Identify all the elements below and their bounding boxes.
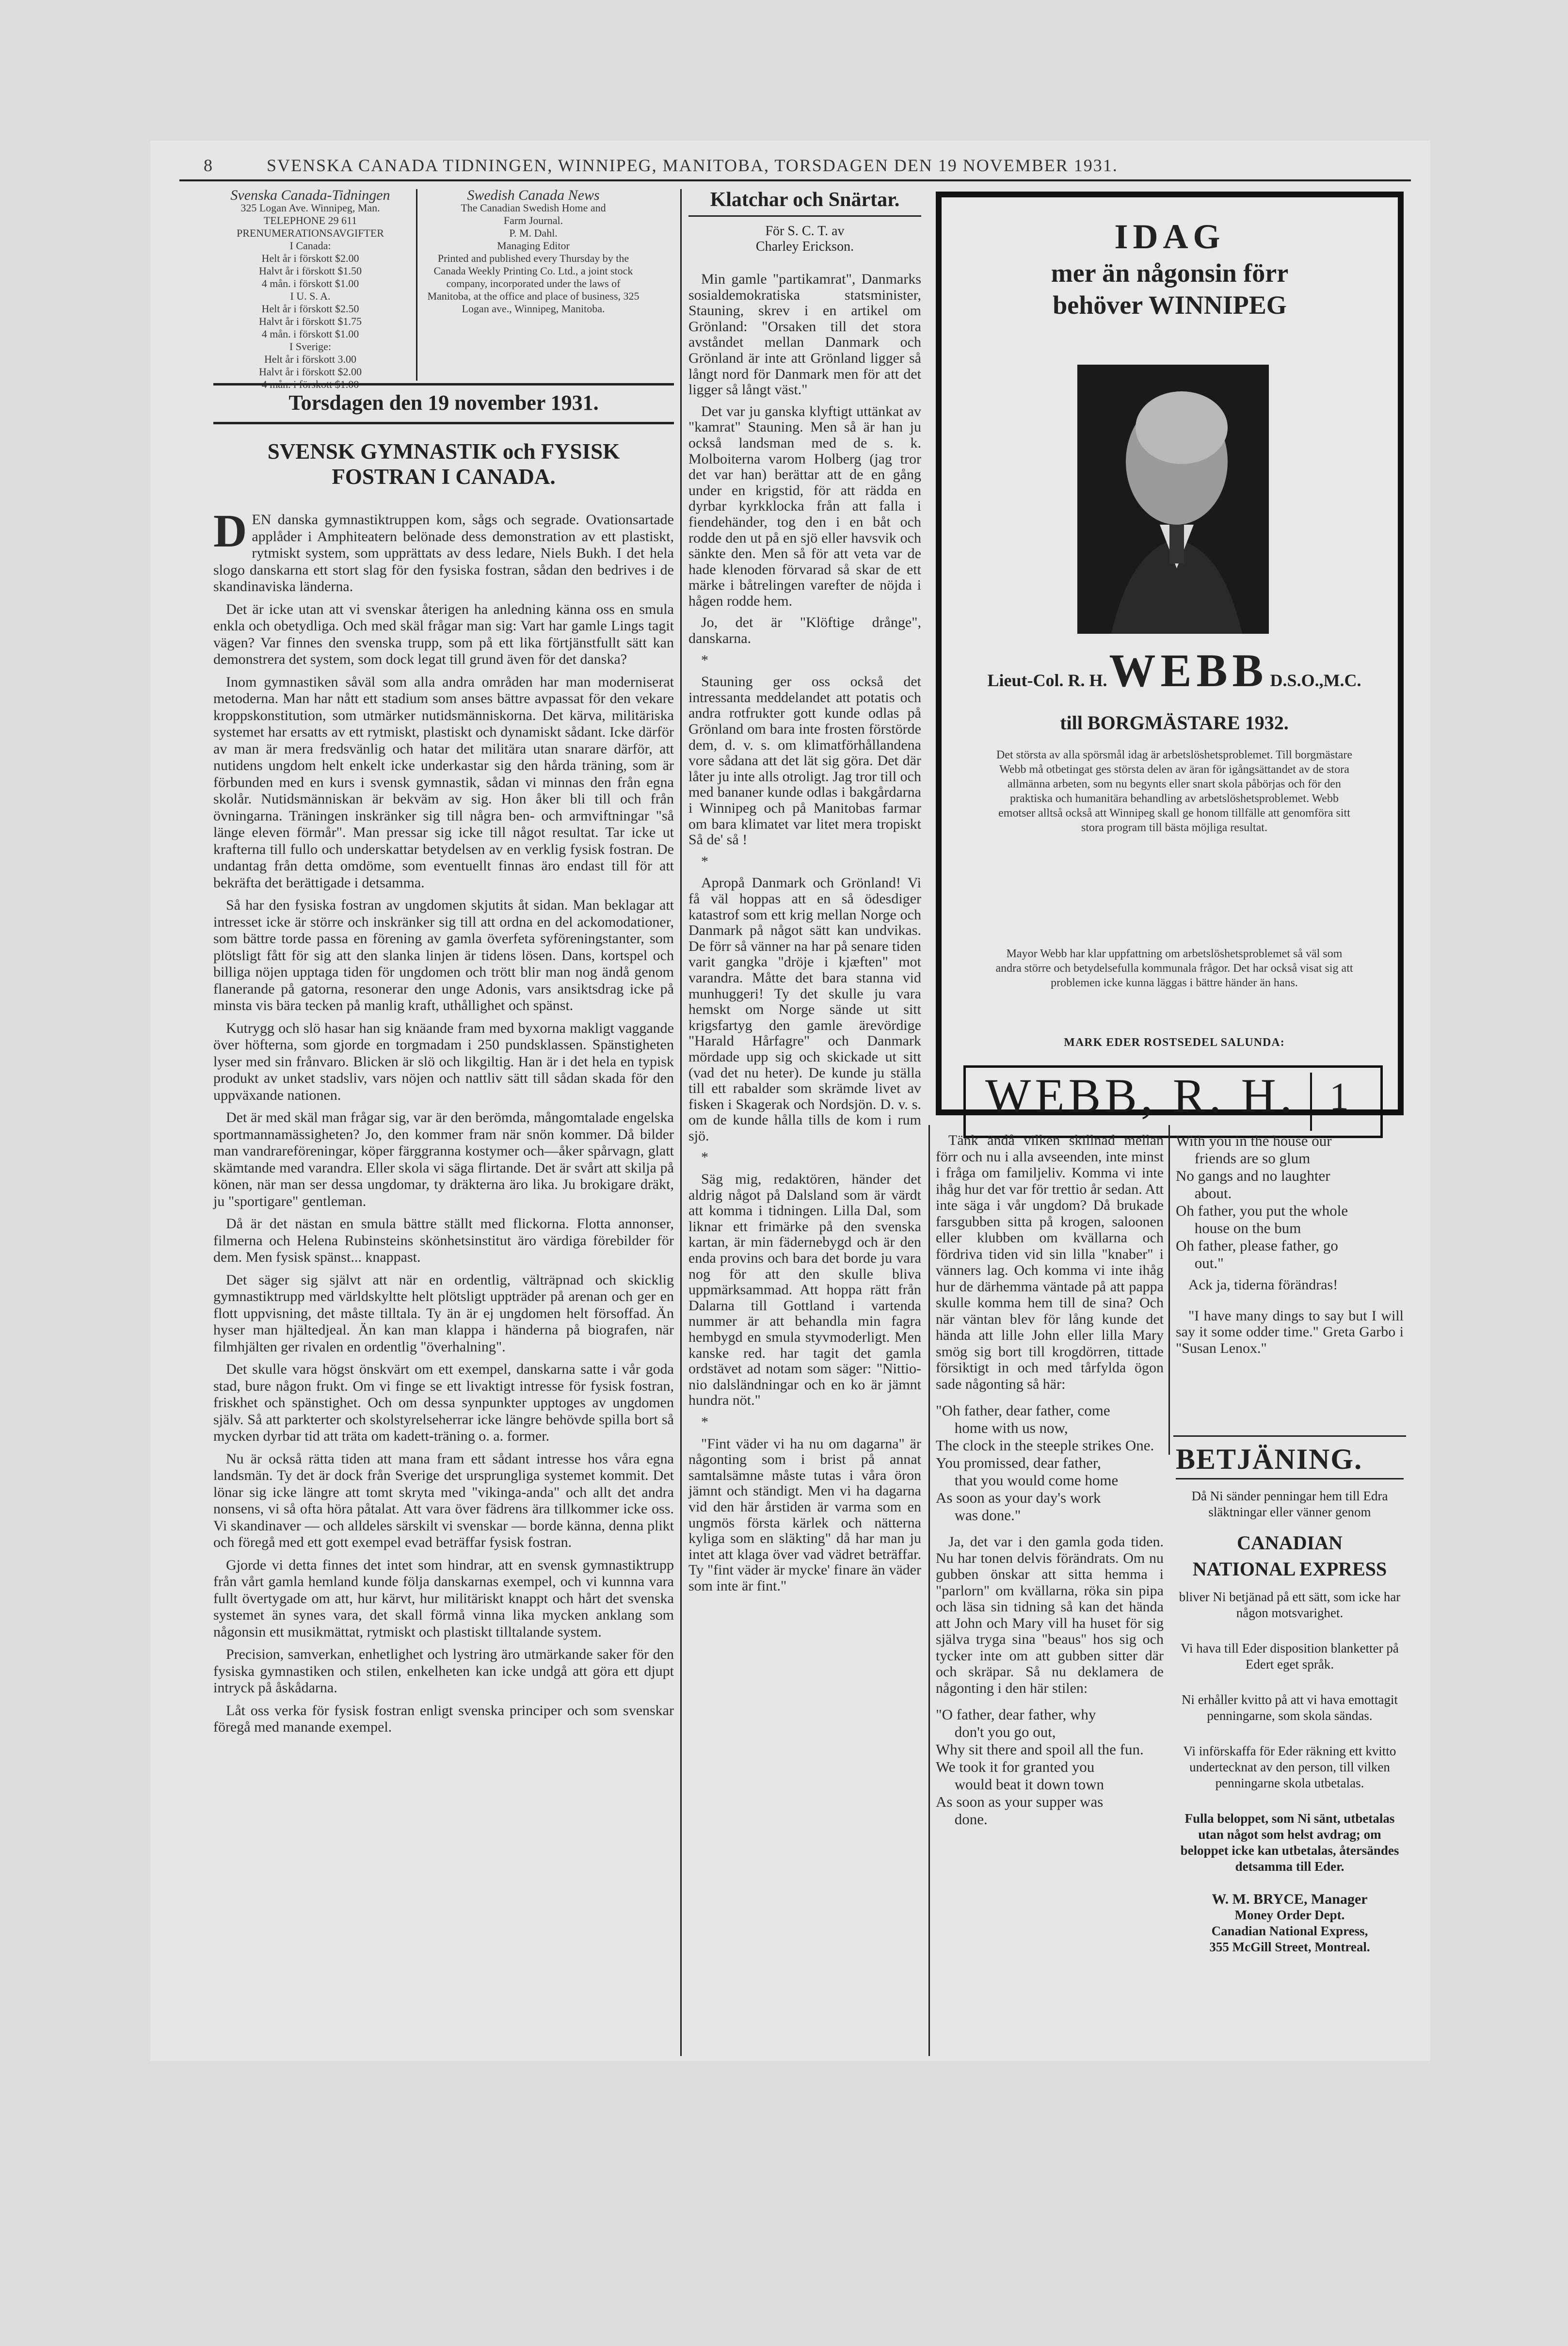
klatchar-paragraph: * <box>701 652 708 668</box>
company-line-1: CANADIAN <box>1237 1532 1343 1554</box>
closing-paragraph-2: Ja, det var i den gamla goda tiden. Nu har tonen delvis förändrats. Om nu gubben önskar att sitta hemma i "parlorn" om kvällarna, röka sin pipa och läsa sin tidning så kan det hända att John och Mary vill ha huset för sig själva tryga sina "beaus" hos sig och tycker inte om att gubben sitter där och skräpar. Så nu deklamera de någonting i den här stilen: <box>936 1534 1164 1696</box>
portrait-image <box>1077 365 1269 634</box>
masthead-left-line: Halvt år i förskott $2.00 <box>258 366 362 378</box>
poem-line: We took it for granted you <box>936 1758 1095 1775</box>
ad-line-1: IDAG <box>1114 217 1225 256</box>
candidate-name <box>961 643 1388 697</box>
masthead-right-line: Managing Editor <box>497 240 570 252</box>
masthead-left-title: Svenska Canada-Tidningen <box>230 187 390 203</box>
betjaning-rule-top <box>1173 1435 1406 1437</box>
klatchar-headline: Klatchar och Snärtar. <box>710 189 900 211</box>
poem-line: Oh father, please father, go <box>1176 1237 1338 1254</box>
masthead-right-line: The Canadian Swedish Home and <box>461 202 606 214</box>
betjaning-headline: BETJÄNING. <box>1176 1443 1363 1475</box>
article-paragraph: Det skulle vara högst önskvärt om ett exempel, danskarna satte i vår goda stad, bure någon frukt. Om vi finge se ett livaktigt intresse för fysisk fostran, friskhet och spänstighet. Och om dessa synpunkter upptoges av ungdomen själv. Så att parkterter och skolstyrelseherrar icke längre behövde spilla bort så mycken dyrbar tid att träta om kadett-träning o. a. former. <box>213 1361 674 1444</box>
masthead-right-line: P. M. Dahl. <box>509 227 558 239</box>
poem-line: As soon as your supper was <box>936 1793 1104 1810</box>
closing-text <box>936 1132 1164 1828</box>
masthead-left-line: Helt år i förskott $2.50 <box>261 303 359 315</box>
poem-line: done. <box>936 1811 988 1828</box>
masthead-left-line: 325 Logan Ave. Winnipeg, Man. <box>240 202 380 214</box>
poem-line: "Oh father, dear father, come <box>936 1402 1110 1419</box>
drop-cap: D <box>213 505 247 557</box>
column-divider-3 <box>1168 1125 1170 1455</box>
candidate-surname: WEBB <box>1109 644 1268 696</box>
article-paragraph: Nu är också rätta tiden att mana fram ett sådant intresse hos våra egna landsmän. Ty det är dock från Sverige det ursprungliga systemet kommit. Det lönar sig icke längre att tomt skryta med "vikinga-anda" och allt det andra nonsens, vi så ofta höra påtalat. Att vara över fädrens ära tillkommer icke oss. Vi skandinaver — och alldeles särskilt vi svenskar — borde känna, denna plikt och föregå med ett gott exempel evad beträffar fysisk fostran. <box>213 1450 674 1550</box>
date-line: Torsdagen den 19 november 1931. <box>288 391 599 415</box>
ad-paragraph-1: Det största av alla spörsmål idag är arbetslöshetsproblemet. Till borgmästare Webb må otbetingat ges största delen av äran för igångsättandet av de stora allmänna arbeten, som nu begynts eller snart skola påbörjas och för den praktiska och humanitära behandling av arbetslöshetsproblemet. Webb emotser alltså också att Winnipeg skall ge honom tillfälle att genomföra sitt stora program till bästa möjliga resultat. <box>996 749 1353 834</box>
betjaning-p3: Ni erhåller kvitto på att vi hava emottagit penningarne, som skola sändas. <box>1181 1692 1398 1723</box>
poem-line: was done." <box>936 1507 1021 1524</box>
betjaning-p4: Vi införskaffa för Eder räkning ett kvitto undertecknat av den person, till vilken penningarne skola utbetalas. <box>1183 1744 1396 1790</box>
company-line-2: NATIONAL EXPRESS <box>1192 1558 1387 1580</box>
masthead-right-line: Printed and published every Thursday by the Canada Weekly Printing Co. Ltd., a joint stock company, incorporated under the laws of Manitoba, at the office and place of business, 325 Logan ave., Winnipeg, Manitoba. <box>427 252 640 315</box>
klatchar-paragraph: Stauning ger oss också det intressanta meddelandet att potatis och andra rotfrukter gott kunde odlas på Grönland om bara inte frosten förstörde dem, d. v. s. om klimatförhållandena vore sådana att det lät sig göra. Det där låter ju inte alls otroligt. Jag tror till och med bananer kunde odlas i bakgårdarna i Winnipeg och på Manitobas farmar om bara klimatet var litet mera tropiskt Så de' så ! <box>688 674 921 848</box>
klatchar-paragraph: "Fint väder vi ha nu om dagarna" är någonting som i brist på annat samtalsämne måste tutas i våra öron jämnt och ständigt. Men vi ha dagarna vid den här årstiden är varma som en ungmös första kärlek och nätterna kyliga som en släkting" då har man ju intet att klaga över vad vädret beträffar. Ty "fint väder är mycke' finare än väder som inte är fint." <box>688 1435 921 1594</box>
klatchar-paragraph: * <box>701 1414 708 1430</box>
masthead-divider <box>416 189 417 381</box>
ballot-mark: 1 <box>1329 1076 1349 1118</box>
betjaning-p2: Vi hava till Eder disposition blanketter på Edert eget språk. <box>1181 1641 1399 1671</box>
ad-paragraph-2: Mayor Webb har klar uppfattning om arbetslöshetsproblemet så väl som andra större och betydelsefulla kommunala frågor. Det har också visat sig att problemen icke kunna läggas i bättre händer än hans. <box>995 948 1353 989</box>
poem-line: You promissed, dear father, <box>936 1454 1101 1471</box>
page-number: 8 <box>204 156 213 175</box>
masthead-left-line: Helt år i förskott 3.00 <box>264 353 357 365</box>
header-title: SVENSKA CANADA TIDNINGEN, WINNIPEG, MANITOBA, TORSDAGEN DEN 19 NOVEMBER 1931. <box>267 156 1118 175</box>
closing-paragraph-1: Tänk ändå vilken skillnad mellan förr och nu i alla avseenden, inte minst i fråga om familjeliv. Komma vi inte ihåg hur det var för trettio år sedan. Att inte säga i vår ungdom? Då brukade farsgubben sitta på krogen, saloonen eller klubben om kvällarna och fördriva tiden vid sin lilla "knaber" i vänners lag. Och komma vi inte ihåg hur de därhemma väntade på att pappa skulle komma hem till de sina? Och när väntan blev för lång kunde det hända att lille John eller lilla Mary smög sig bort till krogdörren, tittade försiktigt in och med tårfylda ögon sade någonting så här: <box>936 1132 1164 1392</box>
masthead-right-title: Swedish Canada News <box>467 187 600 203</box>
klatchar-byline-1: För S. C. T. av <box>765 224 845 239</box>
masthead-left-line: 4 mån. i förskott $1.00 <box>261 277 359 289</box>
klatchar-byline-2: Charley Erickson. <box>755 239 854 254</box>
ballot-name: WEBB, R. H. <box>985 1069 1296 1123</box>
article-paragraph: Gjorde vi detta finnes det intet som hindrar, att en svensk gymnastiktrupp från vårt gamla hemland kunde följa danskarnas exempel, och vi kunnna vara fullt övertygade om att, hur kärvt, hur militäriskt knappt och hårt det svenska systemet än synes vara, det skall förmå vinna lika mycken anklang som någonsin ett musikmättat, rytmiskt och plastiskt tilltalande system. <box>213 1557 674 1640</box>
poem-line: Oh father, you put the whole <box>1176 1202 1348 1219</box>
poem-line: home with us now, <box>936 1419 1068 1436</box>
candidate-prefix: Lieut-Col. R. H. <box>987 671 1107 690</box>
date-rule-top <box>213 383 674 386</box>
poem-line: As soon as your day's work <box>936 1489 1101 1506</box>
betjaning-intro: Då Ni sänder penningar hem till Edra släktningar eller vänner genom <box>1191 1489 1388 1519</box>
article-headline: SVENSK GYMNASTIK och FYSISK FOSTRAN I CANADA. <box>267 439 620 489</box>
signature-address: 355 McGill Street, Montreal. <box>1209 1940 1370 1954</box>
article-paragraph: Så har den fysiska fostran av ungdomen skjutits åt sidan. Man beklagar att intresset icke är större och inskränker sig till att ordna en del ackomodationer, som bättre torde passa en förening av gamla överfeta syföreningstanter, som plötsligt fått för sig att den slanka linjen är tidens lösen. Dans, kortspel och billiga nöjen upptaga tiden för ungdomen och trött blir man nog ändå genom flanerande på gatorna, resonerar den unge Adonis, vars ansiktsdrag icke på minsta vis bära tecken på manlig kraft, uthållighet och spänst. <box>213 897 674 1013</box>
header-rule <box>179 179 1411 181</box>
poem-line: Why sit there and spoil all the fun. <box>936 1741 1144 1758</box>
article-body <box>213 505 674 1736</box>
page-header <box>204 155 1377 175</box>
after-poem: Ack ja, tiderna förändras! <box>1188 1277 1338 1293</box>
poem-line: No gangs and no laughter <box>1176 1167 1330 1184</box>
klatchar-body <box>688 272 921 1594</box>
poem-line: would beat it down town <box>936 1776 1104 1793</box>
masthead-left-line: PRENUMERATIONSAVGIFTER <box>237 227 384 239</box>
poem-line: With you in the house our <box>1176 1132 1332 1149</box>
candidate-office: till BORGMÄSTARE 1932. <box>1060 712 1289 734</box>
article-paragraph: Kutrygg och slö hasar han sig knäande fram med byxorna makligt vaggande över höfterna, som gjorde en torgmadam i 250 pundsklassen. Spänstigheten lyser med sin frånvaro. Blicken är slö och likgiltig. Han är i det hela en typisk produkt av unket stadsliv, vars nöjen och nattliv sätt till sådan skada för den uppväxande nationen. <box>213 1020 674 1103</box>
klatchar-paragraph: Det var ju ganska klyftigt uttänkat av "kamrat" Stauning. Men så är han ju också landsman med de s. k. Molboiterna varom Holberg (jag tror det var han) berättar att de en gång under en krigstid, för att rädda en dyrbar kyrkklocka från att falla i fiendehänder, tog den i en båt och rodde den ut på en sjö eller havsvik och sänkte den. Men så för att veta var de hade klenoden förvarad så skar de ett märke i båtrelingen varefter de nöjda i hågen rodde hem. <box>688 403 921 609</box>
ad-line-3: behöver WINNIPEG <box>1053 290 1287 320</box>
poem-line: that you would come home <box>936 1472 1119 1489</box>
masthead-right-line: Farm Journal. <box>503 214 563 226</box>
signature-company: Canadian National Express, <box>1211 1924 1368 1938</box>
poem-line: don't you go out, <box>936 1723 1056 1740</box>
klatchar-paragraphs <box>688 272 921 1594</box>
signature-dept: Money Order Dept. <box>1234 1908 1345 1922</box>
newspaper-page <box>150 141 1430 2061</box>
klatchar-paragraph: Säg mig, redaktören, händer det aldrig något på Dalsland som är värdt att komma i tidningen. Lilla Dal, som liknar ett frimärke på den svenska kartan, är min fädernebygd och är den enda provins och bara det borde ju vara nog för att den skulle bliva uppmärksammad. Att hoppa rätt från Dalarna till Gottland i vartenda nummer är att behandla min fagra hembygd en smula styvmoderligt. Men kanske red. har tagit det gamla ordstävet ad notam som säger: "Nittio-nio dalsländningar och en ko är jämnt hundra nöt." <box>688 1171 921 1409</box>
betjaning-p1: bliver Ni betjänad på ett sätt, som icke har någon motsvarighet. <box>1179 1590 1401 1620</box>
column-divider-1 <box>680 189 682 2056</box>
garbo-quote: "I have many dings to say but I will say it some odder time." Greta Garbo i "Susan Lenox." <box>1176 1307 1404 1356</box>
article-paragraph: Låt oss verka för fysisk fostran enligt svenska principer och som svenskar föregå med manande exempel. <box>213 1702 674 1735</box>
klatchar-rule <box>688 215 921 217</box>
masthead-left-line: 4 mån. i förskott $1.00 <box>261 328 359 340</box>
betjaning-p5: Fulla beloppet, som Ni sänt, utbetalas utan något som helst avdrag; om beloppet icke kan utbetalas, återsändes detsamma till Eder. <box>1180 1811 1399 1874</box>
betjaning-ad <box>1176 1443 1404 1955</box>
poem-3-column <box>1176 1132 1404 1356</box>
masthead-right-lines <box>427 202 640 315</box>
article-paragraph: Det säger sig självt att när en ordentlig, välträpnad och skicklig gymnastiktrupp med världskyltte helt plötsligt uppträder på arenan och ger en flott uppvisning, det måste tilltala. Ty än är ej ungdomen helt försoffad. Än hyser man hjältedjeal. Än kan man klappa i händerna på biografen, när filmhjälten ger rivalen en ordentlig "överhalning". <box>213 1271 674 1355</box>
klatchar-paragraph: Min gamle "partikamrat", Danmarks sosialdemokratiska statsminister, Stauning, skrev i en artikel om Grönland: "Orsaken till det stora avståndet mellan Danmark och Grönland är inte att Grönland ligger så långt nord för Danmark men för att det ligger så långt väst." <box>688 271 921 398</box>
masthead-left <box>213 189 407 391</box>
klatchar-paragraph: * <box>701 1149 708 1166</box>
ad-line-2: mer än någonsin förr <box>1051 258 1289 288</box>
article-paragraph: Det är med skäl man frågar sig, var är den berömda, mångomtalade engelska sportmannamässigheten? Jo, den kommer fram när snön kommer. Då bilder man vandrareföreningar, köper färggranna kostymer och—åker spårvagn, glatt skämtande med varandra. Eller skola vi säga flirtande. Det är svårt att skilja på könen, när man ser dessa ungdomar, ty dräkterna äro lika. Ju brokigare dräkt, ju "sportigare" gentleman. <box>213 1109 674 1209</box>
candidate-suffix: D.S.O.,M.C. <box>1270 671 1361 690</box>
portrait-photo <box>1077 365 1269 634</box>
masthead-right <box>427 189 640 315</box>
masthead-left-line: Halvt år i förskott $1.75 <box>258 315 362 327</box>
poem-line: out." <box>1176 1254 1224 1271</box>
masthead-left-line: Helt år i förskott $2.00 <box>261 252 359 264</box>
poem-3 <box>1176 1132 1404 1272</box>
masthead-left-line: Halvt år i förskott $1.50 <box>258 265 362 277</box>
masthead-left-line: TELEPHONE 29 611 <box>263 214 357 226</box>
article-paragraph: Precision, samverkan, enhetlighet och lystring äro utmärkande saker för den fysiska gymnastiken och stilen, enkelheten kan icke undgå att göra ett djupt intryck på åskådarna. <box>213 1646 674 1696</box>
masthead-left-line: I Sverige: <box>289 340 332 353</box>
masthead-left-line: I Canada: <box>289 240 331 252</box>
poem-line: about. <box>1176 1185 1232 1202</box>
article-paragraph: Inom gymnastiken såväl som alla andra områden har man moderniserat metoderna. Man har nått ett stadium som anses bättre avpassat för den vekare kroppskonstitution, som utmärker nutidsmänniskorna. Det kärva, militäriska systemet har ersatts av ett rytmiskt, plastiskt och dynamiskt sådant. Icke därför av man är mera fredsvänlig och hatar det militära utan snarare därför, att nutidens ungdom helt enkelt icke underkastar sig den hårda träning, som är förbunden med en kurs i svensk gymnastik, sådan vi minnas den från egna skolår. Nutidsmänniskan är bekväm av sig. Hon åker bli till och från övningarna. Träningen inskränker sig till några ben- och armviftningar "så länge eleven förmår". Man pressar sig icke till något resultat. Tar icke ut krafterna till fullo och underskattar betydelsen av en verklig fysisk fostran. De undantag från detta omdöme, som eventuellt finnas äro endast till för att bekräfta det berättigade i detsamma. <box>213 674 674 891</box>
klatchar-paragraph: Jo, det är "Klöftige drånge", danskarna. <box>688 614 921 647</box>
column-divider-2 <box>928 1125 930 2056</box>
article-paragraph: Det är icke utan att vi svenskar återigen ha anledning känna oss en smula enkla och obetydliga. Och med skäl frågar man sig: Vart har gamle Lings tagit vägen? Var finnes den svenska trupp, som på ett lika förtjänstfullt sätt kan demonstrera det system, som dock legat till grund även för det danska? <box>213 601 674 667</box>
poem-line: "O father, dear father, why <box>936 1706 1096 1723</box>
klatchar-paragraph: Apropå Danmark och Grönland! Vi få väl hoppas att en så ödesdiger katastrof som ett krig mellan Norge och Danmark på något sätt kan undvikas. De förr så vänner na har på senare tiden varit gangka "dröje i kjæften" mot varandra. Måtte det bara stanna vid munhuggeri! Ty det skulle ju vara hemskt om Norge sände ut sitt krigsfartyg den gamle ärevördige "Harald Hårfagre" och Danmark mördade upp sig och skickade ut sitt (vad det nu heter). De kunde ju ställa till ett rabalder som skrämde livet av fisken i Skagerak och Nordsjön. D. v. s. om de kunde hålla tills de kom i rum sjö. <box>688 875 921 1144</box>
poem-1 <box>936 1402 1164 1524</box>
campaign-ad <box>936 192 1404 1123</box>
article-paragraphs <box>213 505 674 1736</box>
ballot-separator <box>1310 1073 1312 1131</box>
poem-line: house on the bum <box>1176 1220 1301 1237</box>
poem-line: friends are so glum <box>1176 1150 1311 1167</box>
poem-2 <box>936 1706 1164 1828</box>
ballot-label: MARK EDER ROSTSEDEL SALUNDA: <box>1064 1036 1285 1049</box>
klatchar-paragraph: * <box>701 853 708 869</box>
article-paragraph: EN danska gymnastiktruppen kom, sågs och segrade. Ovationsartade applåder i Amphiteatern belönade dess demonstration av ett plastiskt, rytmiskt system, som upprättats av dess ledare, Niels Bukh. I det hela slogo danskarna ett stort slag för den fysiska fostran, sådan den bedrives i de skandinaviska länderna. <box>213 512 674 595</box>
klatchar-header <box>688 188 921 255</box>
poem-line: The clock in the steeple strikes One. <box>936 1437 1154 1454</box>
signature-name: W. M. BRYCE, Manager <box>1212 1891 1368 1907</box>
betjaning-rule <box>1176 1478 1404 1479</box>
masthead-left-lines <box>213 202 407 391</box>
date-rule-bottom <box>213 422 674 424</box>
masthead-left-line: I U. S. A. <box>290 290 331 302</box>
article-paragraph: Då är det nästan en smula bättre ställt med flickorna. Flotta annonser, filmerna och Helena Rubinsteins skönhetsinstitut äro värdiga förebilder för dem. Men fysisk spänst... knappast. <box>213 1216 674 1265</box>
